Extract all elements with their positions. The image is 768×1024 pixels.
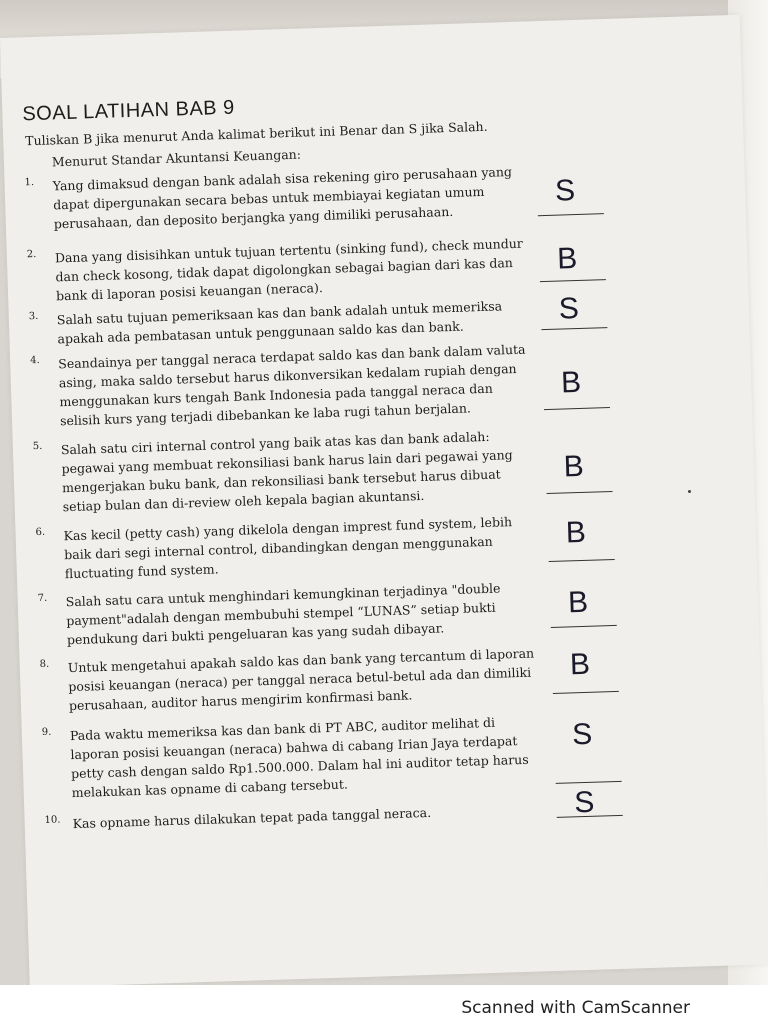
answer-mark: S [558, 291, 580, 326]
answer-mark: S [573, 785, 595, 820]
answer-mark: B [556, 241, 578, 276]
question-number: 2. [26, 248, 37, 261]
question-number: 5. [32, 440, 43, 453]
question-number: 1. [24, 177, 35, 189]
question-text: Salah satu cara untuk menghindari kemungkinan terjadinya "double payment"adalah dengan membubuhi stempel “LUNAS” setiap bukti pendukung dari bukti pengeluaran kas yang sudah dibayar. [65, 580, 501, 648]
worksheet-page [0, 15, 768, 988]
question-text: Untuk mengetahui apakah saldo kas dan bank yang tercantum di laporan posisi keuangan (neraca) per tanggal neraca betul-betul ada dan dimiliki perusahaan, auditor harus mengirim konfirmasi bank. [67, 645, 535, 714]
question-text: Yang dimaksud dengan bank adalah sisa rekening giro perusahaan yang dapat dipergunakan secara bebas untuk membiayai kegiatan umum perusahaan, dan deposito berjangka yang dimiliki perusahaan. [52, 163, 513, 232]
question-text: Salah satu tujuan pemeriksaan kas dan bank adalah untuk memeriksa apakah ada pembatasan untuk penggunaan saldo kas dan bank. [56, 298, 503, 347]
answer-mark: B [567, 585, 589, 620]
question-number: 3. [28, 310, 39, 323]
answer-mark: S [571, 717, 593, 752]
question-number: 4. [29, 354, 40, 367]
question-item-10 [44, 785, 595, 832]
question-number: 7. [37, 592, 48, 605]
question-text: Kas opname harus dilakukan tepat pada tanggal neraca. [72, 804, 432, 832]
answer-mark: S [554, 174, 576, 208]
question-number: 8. [39, 658, 50, 671]
scanner-watermark: Scanned with CamScanner [461, 998, 690, 1018]
answer-mark: B [565, 515, 587, 550]
question-number: 6. [35, 526, 46, 539]
answer-mark: B [560, 365, 582, 400]
question-item-2 [26, 232, 578, 304]
question-text: Seandainya per tanggal neraca terdapat saldo kas dan bank dalam valuta asing, maka saldo tersebut harus dikonversikan kedalam rupiah dengan menggunakan kurs tengah Bank Indonesia pada tanggal neraca dan selisih kurs yang terjadi dibebankan ke laba rugi tahun berjalan. [58, 341, 526, 429]
question-text: Salah satu ciri internal control yang baik atas kas dan bank adalah: pegawai yang membuat rekonsiliasi bank harus lain dari pegawai yang mengerjakan buku bank, dan rekonsiliasi bank tersebut harus dibuat setiap bulan dan di-review oleh kepala bagian akuntansi. [60, 428, 513, 515]
question-text: Kas kecil (petty cash) yang dikelola dengan imprest fund system, lebih baik dari segi internal control, dibandingkan dengan menggunakan fluctuating fund system. [63, 514, 513, 582]
page-title: SOAL LATIHAN BAB 9 [22, 96, 236, 126]
stray-dot [688, 490, 691, 493]
question-text: Dana yang disisihkan untuk tujuan tertentu (sinking fund), check mundur dan check kosong, tidak dapat digolongkan sebagai bagian dari kas dan bank di laporan posisi keuangan (neraca). [54, 235, 523, 304]
intro-text: Menurut Standar Akuntansi Keuangan: [51, 146, 302, 170]
answer-mark: B [563, 449, 585, 484]
answer-mark: B [569, 647, 591, 682]
instruction-text: Tuliskan B jika menurut Anda kalimat berikut ini Benar dan S jika Salah. [25, 118, 488, 149]
question-number: 9. [41, 726, 52, 739]
question-number: 10. [44, 814, 61, 826]
question-text: Pada waktu memeriksa kas dan bank di PT ABC, auditor melihat di laporan posisi keuangan (neraca) bahwa di cabang Irian Jaya terdapat petty cash dengan saldo Rp1.500.000. Dalam hal ini auditor tetap harus melakukan kas opname di cabang tersebut. [69, 714, 529, 801]
